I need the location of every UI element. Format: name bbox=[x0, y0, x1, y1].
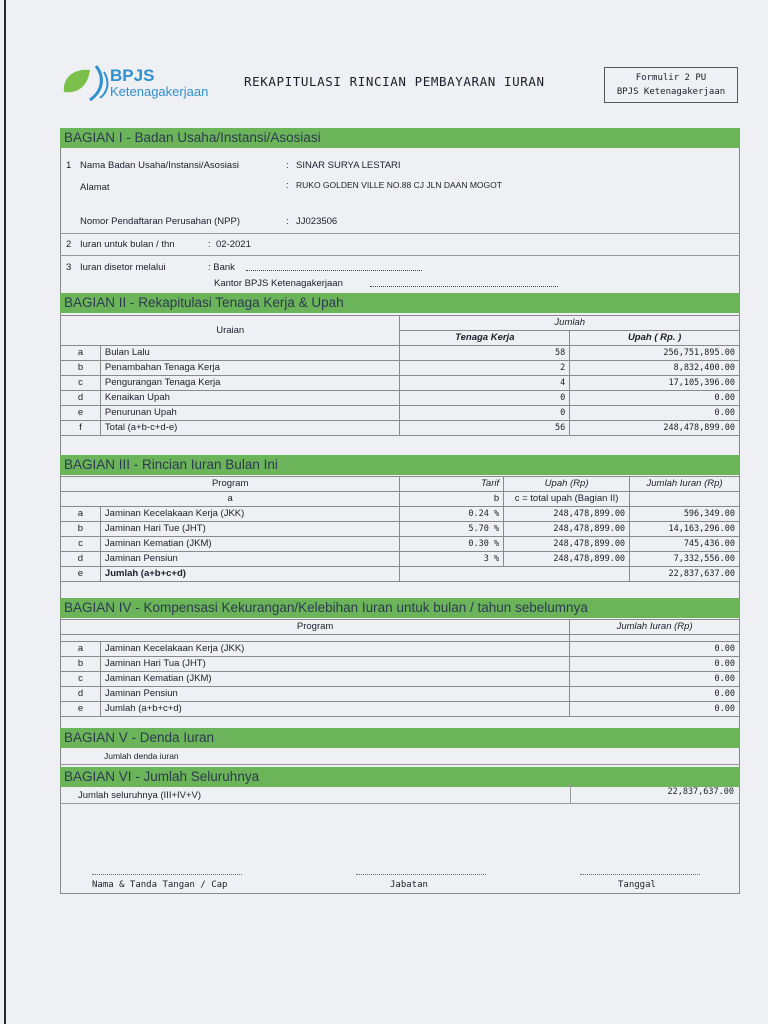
tarif-header: Tarif bbox=[400, 477, 504, 492]
address-label: Alamat bbox=[80, 182, 110, 193]
date-label: Tanggal bbox=[618, 880, 656, 890]
row-label: Kenaikan Upah bbox=[100, 391, 400, 406]
row-key: e bbox=[61, 702, 101, 717]
npp-value: JJ023506 bbox=[296, 216, 338, 227]
tk-value: 0 bbox=[400, 391, 570, 406]
section-bagian-2-title: BAGIAN II - Rekapitulasi Tenaga Kerja & Upah bbox=[60, 293, 740, 313]
upah-value: 0.00 bbox=[570, 391, 740, 406]
total-empty bbox=[400, 567, 630, 582]
bank-label: : Bank bbox=[208, 262, 235, 273]
table-row bbox=[61, 361, 740, 376]
iuran-value: 14,163,296.00 bbox=[630, 522, 740, 537]
scan-edge bbox=[4, 0, 6, 1024]
deposit-via-label: Iuran disetor melalui bbox=[80, 262, 166, 273]
spacer-row bbox=[570, 635, 740, 642]
section-bagian-1-title: BAGIAN I - Badan Usaha/Instansi/Asosiasi bbox=[60, 128, 740, 148]
upah-value: 248,478,899.00 bbox=[504, 552, 630, 567]
form-code-box bbox=[604, 67, 738, 103]
divider bbox=[60, 764, 740, 765]
section-bagian-6-title: BAGIAN VI - Jumlah Seluruhnya bbox=[60, 767, 740, 787]
grand-total-label: Jumlah seluruhnya (III+IV+V) bbox=[78, 790, 202, 801]
colon-4: : bbox=[208, 239, 211, 250]
spacer-row bbox=[61, 635, 570, 642]
leaf-logo-icon bbox=[60, 62, 112, 102]
row-key: b bbox=[61, 657, 101, 672]
table-row bbox=[61, 672, 740, 687]
row-label: Jaminan Pensiun bbox=[100, 687, 569, 702]
upah-value: 248,478,899.00 bbox=[570, 421, 740, 436]
jumlah-iuran-header: Jumlah Iuran (Rp) bbox=[630, 477, 740, 492]
sub-header-b: b bbox=[400, 492, 504, 507]
iuran-value: 0.00 bbox=[570, 657, 740, 672]
table-row bbox=[61, 552, 740, 567]
signature-line bbox=[92, 874, 242, 875]
uraian-header: Uraian bbox=[61, 316, 400, 346]
row-key: a bbox=[61, 346, 101, 361]
table-row bbox=[61, 421, 740, 436]
iuran-value: 745,436.00 bbox=[630, 537, 740, 552]
row-label: Jaminan Pensiun bbox=[100, 552, 399, 567]
form-code: Formulir 2 PU bbox=[635, 73, 707, 83]
row-key: f bbox=[61, 421, 101, 436]
row-key: c bbox=[61, 537, 101, 552]
row-key: d bbox=[61, 687, 101, 702]
npp-label: Nomor Pendaftaran Perusahan (NPP) bbox=[80, 216, 240, 227]
address-value: RUKO GOLDEN VILLE NO.88 CJ JLN DAAN MOGOT bbox=[296, 180, 502, 190]
form-org: BPJS Ketenagakerjaan bbox=[616, 87, 726, 97]
table-row bbox=[61, 376, 740, 391]
row-label: Pengurangan Tenaga Kerja bbox=[100, 376, 400, 391]
upah-value: 248,478,899.00 bbox=[504, 537, 630, 552]
iuran-value: 596,349.00 bbox=[630, 507, 740, 522]
row-label: Jaminan Kecelakaan Kerja (JKK) bbox=[100, 642, 569, 657]
tenaga-kerja-header: Tenaga Kerja bbox=[400, 331, 570, 346]
table-row bbox=[61, 687, 740, 702]
grand-total-cell bbox=[570, 784, 740, 804]
divider bbox=[60, 255, 740, 256]
company-name-label: Nama Badan Usaha/Instansi/Asosiasi bbox=[80, 160, 239, 171]
upah-value: 8,832,400.00 bbox=[570, 361, 740, 376]
upah-value: 17,105,396.00 bbox=[570, 376, 740, 391]
iuran-month-label: Iuran untuk bulan / thn bbox=[80, 239, 175, 250]
iuran-value: 0.00 bbox=[570, 702, 740, 717]
table-row bbox=[61, 391, 740, 406]
section-bagian-5-title: BAGIAN V - Denda Iuran bbox=[60, 728, 740, 748]
jumlah-iuran-header: Jumlah Iuran (Rp) bbox=[570, 620, 740, 635]
tarif-value: 0.30 % bbox=[400, 537, 504, 552]
item-number-3: 3 bbox=[66, 262, 72, 273]
row-key: b bbox=[61, 361, 101, 376]
table-row-total bbox=[61, 567, 740, 582]
row-key: a bbox=[61, 507, 101, 522]
table-row bbox=[61, 537, 740, 552]
upah-header: Upah ( Rp. ) bbox=[570, 331, 740, 346]
program-header: Program bbox=[61, 620, 570, 635]
iuran-value: 0.00 bbox=[570, 672, 740, 687]
sub-header-empty bbox=[630, 492, 740, 507]
total-label: Jumlah (a+b+c+d) bbox=[100, 567, 399, 582]
tk-value: 2 bbox=[400, 361, 570, 376]
bpjs-logo bbox=[60, 62, 230, 102]
iuran-value: 7,332,556.00 bbox=[630, 552, 740, 567]
bpjs-office-label: Kantor BPJS Ketenagakerjaan bbox=[214, 278, 343, 289]
upah-value: 256,751,895.00 bbox=[570, 346, 740, 361]
grand-total-value: 22,837,637.00 bbox=[667, 787, 734, 797]
row-label: Jumlah (a+b+c+d) bbox=[100, 702, 569, 717]
row-key: e bbox=[61, 406, 101, 421]
total-value: 22,837,637.00 bbox=[630, 567, 740, 582]
tk-value: 58 bbox=[400, 346, 570, 361]
row-key: c bbox=[61, 672, 101, 687]
colon-2: : bbox=[286, 180, 289, 191]
section-bagian-3-title: BAGIAN III - Rincian Iuran Bulan Ini bbox=[60, 455, 740, 475]
table-row bbox=[61, 657, 740, 672]
iuran-value: 0.00 bbox=[570, 642, 740, 657]
bank-fill-line bbox=[246, 270, 422, 271]
row-label: Total (a+b-c+d-e) bbox=[100, 421, 400, 436]
row-key: c bbox=[61, 376, 101, 391]
row-key: e bbox=[61, 567, 101, 582]
office-fill-line bbox=[370, 286, 558, 287]
denda-label: Jumlah denda iuran bbox=[104, 751, 179, 761]
tk-value: 56 bbox=[400, 421, 570, 436]
document-title: REKAPITULASI RINCIAN PEMBAYARAN IURAN bbox=[244, 74, 545, 89]
row-label: Jaminan Hari Tue (JHT) bbox=[100, 522, 399, 537]
upah-value: 248,478,899.00 bbox=[504, 507, 630, 522]
compensation-table bbox=[60, 619, 740, 717]
workforce-table bbox=[60, 315, 740, 436]
program-header: Program bbox=[61, 477, 400, 492]
table-row bbox=[61, 702, 740, 717]
row-label: Jaminan Hari Tua (JHT) bbox=[100, 657, 569, 672]
colon-1: : bbox=[286, 160, 289, 171]
table-row bbox=[61, 642, 740, 657]
colon-3: : bbox=[286, 216, 289, 227]
upah-value: 248,478,899.00 bbox=[504, 522, 630, 537]
row-label: Jaminan Kecelakaan Kerja (JKK) bbox=[100, 507, 399, 522]
row-label: Jaminan Kematian (JKM) bbox=[100, 672, 569, 687]
contribution-table bbox=[60, 476, 740, 582]
table-row bbox=[61, 507, 740, 522]
company-name-value: SINAR SURYA LESTARI bbox=[296, 160, 401, 171]
table-row bbox=[61, 406, 740, 421]
row-key: b bbox=[61, 522, 101, 537]
item-number-1: 1 bbox=[66, 160, 72, 171]
table-row bbox=[61, 522, 740, 537]
upah-value: 0.00 bbox=[570, 406, 740, 421]
row-label: Penambahan Tenaga Kerja bbox=[100, 361, 400, 376]
row-key: d bbox=[61, 552, 101, 567]
row-label: Bulan Lalu bbox=[100, 346, 400, 361]
logo-sub: Ketenagakerjaan bbox=[110, 84, 209, 99]
tk-value: 0 bbox=[400, 406, 570, 421]
row-key: a bbox=[61, 642, 101, 657]
sub-header-c: c = total upah (Bagian II) bbox=[504, 492, 630, 507]
date-line bbox=[580, 874, 700, 875]
tarif-value: 3 % bbox=[400, 552, 504, 567]
row-label: Penurunan Upah bbox=[100, 406, 400, 421]
logo-brand: BPJS bbox=[110, 66, 155, 85]
signature-label: Nama & Tanda Tangan / Cap bbox=[92, 880, 228, 890]
iuran-value: 0.00 bbox=[570, 687, 740, 702]
iuran-month-value: 02-2021 bbox=[216, 239, 251, 250]
divider bbox=[60, 233, 740, 234]
jumlah-header: Jumlah bbox=[400, 316, 740, 331]
sub-header-a: a bbox=[61, 492, 400, 507]
row-label: Jaminan Kematian (JKM) bbox=[100, 537, 399, 552]
tk-value: 4 bbox=[400, 376, 570, 391]
tarif-value: 5.70 % bbox=[400, 522, 504, 537]
position-label: Jabatan bbox=[390, 880, 428, 890]
position-line bbox=[356, 874, 486, 875]
item-number-2: 2 bbox=[66, 239, 72, 250]
row-key: d bbox=[61, 391, 101, 406]
table-row bbox=[61, 346, 740, 361]
tarif-value: 0.24 % bbox=[400, 507, 504, 522]
section-bagian-4-title: BAGIAN IV - Kompensasi Kekurangan/Kelebihan Iuran untuk bulan / tahun sebelumnya bbox=[60, 598, 740, 618]
upah-header: Upah (Rp) bbox=[504, 477, 630, 492]
